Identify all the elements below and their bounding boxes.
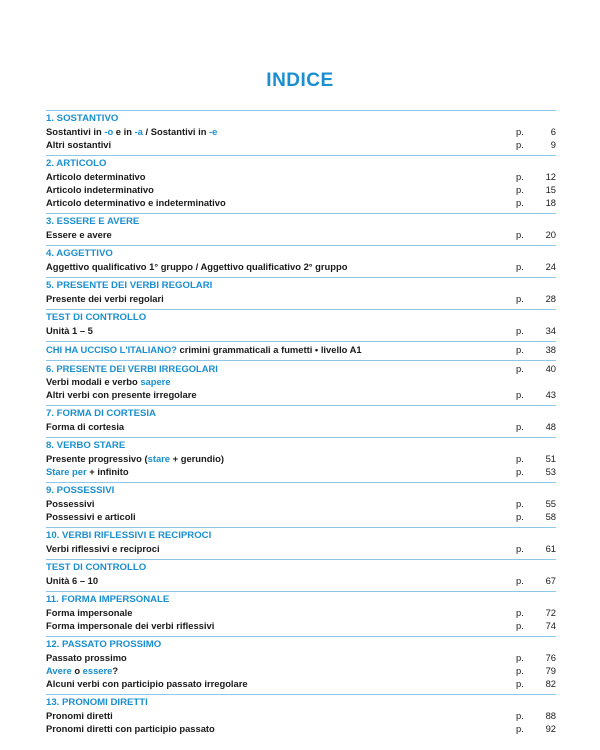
toc-entry[interactable] [46,420,556,433]
section-heading[interactable]: 2. ARTICOLO [46,158,107,169]
page-label: p. [516,710,524,721]
page-number: 24 [545,261,556,272]
entry-text: o [71,665,83,676]
toc-entry[interactable] [46,510,556,523]
toc-entry[interactable] [46,260,556,273]
toc-entry[interactable] [46,292,556,305]
page-number: 72 [545,607,556,618]
toc-entry[interactable] [46,324,556,337]
page-number: 40 [545,363,556,374]
page-label: p. [516,543,524,554]
highlighted-term: Avere [46,665,72,676]
page-number: 58 [545,511,556,522]
page-number: 6 [550,126,556,137]
section-heading[interactable]: 9. POSSESSIVI [46,485,115,496]
page-number: 18 [545,197,556,208]
page-label: p. [516,466,524,477]
page-label: p. [516,498,524,509]
toc-entry[interactable] [46,388,556,401]
page-label: p. [516,126,524,137]
entry-text: Alcuni verbi con participio passato irregolare [46,678,248,689]
page-label: p. [516,389,524,400]
page-label: p. [516,171,524,182]
page-label: p. [516,421,524,432]
page-number: 38 [545,344,556,355]
page-number: 76 [545,652,556,663]
toc-entry[interactable] [46,170,556,183]
page-label: p. [516,665,524,676]
highlighted-term: Stare per [46,466,87,477]
toc-entry[interactable] [46,343,556,356]
toc-entry[interactable] [46,452,556,465]
page-label: p. [516,261,524,272]
section-heading[interactable]: 12. PASSATO PROSSIMO [46,639,162,650]
entry-text: + gerundio) [170,453,224,464]
page-label: p. [516,453,524,464]
entry-text: Articolo determinativo [46,171,146,182]
section-heading[interactable]: 4. AGGETTIVO [46,248,113,259]
toc-section [46,405,556,433]
page-label: p. [516,325,524,336]
section-heading[interactable]: TEST DI CONTROLLO [46,312,147,323]
page-number: 34 [545,325,556,336]
toc-entry[interactable] [46,196,556,209]
entry-text: Verbi riflessivi e reciproci [46,543,160,554]
page-number: 12 [545,171,556,182]
entry-text: Pronomi diretti con participio passato [46,723,215,734]
toc-entry[interactable] [46,465,556,478]
page-title: INDICE [266,70,334,91]
toc-entry[interactable] [46,677,556,690]
page-label: p. [516,229,524,240]
toc-entry[interactable] [46,664,556,677]
toc-section [46,559,556,587]
page-label: p. [516,197,524,208]
page-number: 20 [545,229,556,240]
toc-section [46,437,556,478]
highlighted-term: -e [209,126,218,137]
page-label: p. [516,652,524,663]
toc-entry[interactable] [46,183,556,196]
entry-text: Forma impersonale dei verbi riflessivi [46,620,215,631]
page-number: 53 [545,466,556,477]
entry-text: Passato prossimo [46,652,127,663]
entry-text: Presente dei verbi regolari [46,293,164,304]
section-heading[interactable]: 1. SOSTANTIVO [46,113,119,124]
highlighted-term: stare [147,453,171,464]
highlighted-term: CHI HA UCCISO L'ITALIANO? [46,344,177,355]
toc-entry[interactable] [46,722,556,735]
toc-section [46,110,556,151]
entry-text: + infinito [86,466,129,477]
page-label: p. [516,607,524,618]
entry-text: Forma di cortesia [46,421,125,432]
section-heading[interactable]: 13. PRONOMI DIRETTI [46,697,148,708]
entry-text: Sostantivi in [46,126,105,137]
page-number: 55 [545,498,556,509]
page-number: 51 [545,453,556,464]
section-heading[interactable]: 10. VERBI RIFLESSIVI E RECIPROCI [46,530,212,541]
page-label: p. [516,678,524,689]
entry-text: Presente progressivo ( [46,453,148,464]
toc-section [46,360,556,401]
page-number: 9 [550,139,556,150]
entry-text: Articolo indeterminativo [46,184,154,195]
toc-entry[interactable] [46,138,556,151]
page-number: 79 [545,665,556,676]
entry-text: Unità 6 – 10 [46,575,99,586]
highlighted-term: sapere [140,376,171,387]
entry-text: ? [112,665,119,676]
page-number: 74 [545,620,556,631]
section-heading[interactable]: 7. FORMA DI CORTESIA [46,408,156,419]
entry-text: Forma impersonale [46,607,133,618]
toc-section [46,309,556,337]
toc-section [46,694,556,735]
page-label: p. [516,620,524,631]
section-heading[interactable]: 3. ESSERE E AVERE [46,216,140,227]
highlighted-term: essere [82,665,113,676]
toc-entry[interactable] [46,228,556,241]
page-number: 28 [545,293,556,304]
page-number: 88 [545,710,556,721]
page-number: 67 [545,575,556,586]
entry-text: Unità 1 – 5 [46,325,93,336]
page-number: 82 [545,678,556,689]
page-label: p. [516,575,524,586]
page-number: 92 [545,723,556,734]
toc-entry[interactable] [46,574,556,587]
toc-section [46,636,556,690]
toc-entry[interactable] [46,606,556,619]
toc-entry[interactable] [46,125,556,138]
toc-section [46,245,556,273]
section-heading[interactable]: 5. PRESENTE DEI VERBI REGOLARI [46,280,213,291]
entry-text: Aggettivo qualificativo 1° gruppo / Aggettivo qualificativo 2° gruppo [46,261,348,272]
page-label: p. [516,511,524,522]
toc-entry[interactable] [46,709,556,722]
toc-section [46,527,556,555]
section-heading[interactable] [46,362,556,375]
table-of-contents [46,106,556,735]
entry-text: Verbi modali e verbo [46,376,141,387]
toc-section [46,591,556,632]
page-label: p. [516,363,524,374]
page-label: p. [516,723,524,734]
toc-entry[interactable] [46,619,556,632]
toc-entry[interactable] [46,651,556,664]
toc-section [46,155,556,209]
toc-entry[interactable] [46,497,556,510]
toc-section [46,341,556,356]
entry-text: Pronomi diretti [46,710,113,721]
highlighted-term: -a [134,126,143,137]
entry-text: Altri sostantivi [46,139,112,150]
page-label: p. [516,139,524,150]
entry-text: e in [113,126,135,137]
entry-text: Articolo determinativo e indeterminativo [46,197,226,208]
toc-entry[interactable] [46,542,556,555]
highlighted-term: -o [104,126,114,137]
section-heading[interactable]: TEST DI CONTROLLO [46,562,147,573]
page-label: p. [516,293,524,304]
section-heading-text: 6. PRESENTE DEI VERBI IRREGOLARI [46,363,218,374]
toc-section [46,277,556,305]
entry-text: Possessivi e articoli [46,511,136,522]
toc-section [46,213,556,241]
section-heading[interactable]: 11. FORMA IMPERSONALE [46,594,170,605]
page-label: p. [516,184,524,195]
toc-section [46,482,556,523]
page-number: 61 [545,543,556,554]
entry-text: Altri verbi con presente irregolare [46,389,197,400]
entry-text: Essere e avere [46,229,112,240]
page-label: p. [516,344,524,355]
entry-text: crimini grammaticali a fumetti • livello A1 [176,344,362,355]
page-number: 15 [545,184,556,195]
page-number: 48 [545,421,556,432]
toc-entry[interactable] [46,375,556,388]
page-number: 43 [545,389,556,400]
entry-text: Possessivi [46,498,95,509]
section-heading[interactable]: 8. VERBO STARE [46,440,126,451]
entry-text: / Sostantivi in [142,126,210,137]
